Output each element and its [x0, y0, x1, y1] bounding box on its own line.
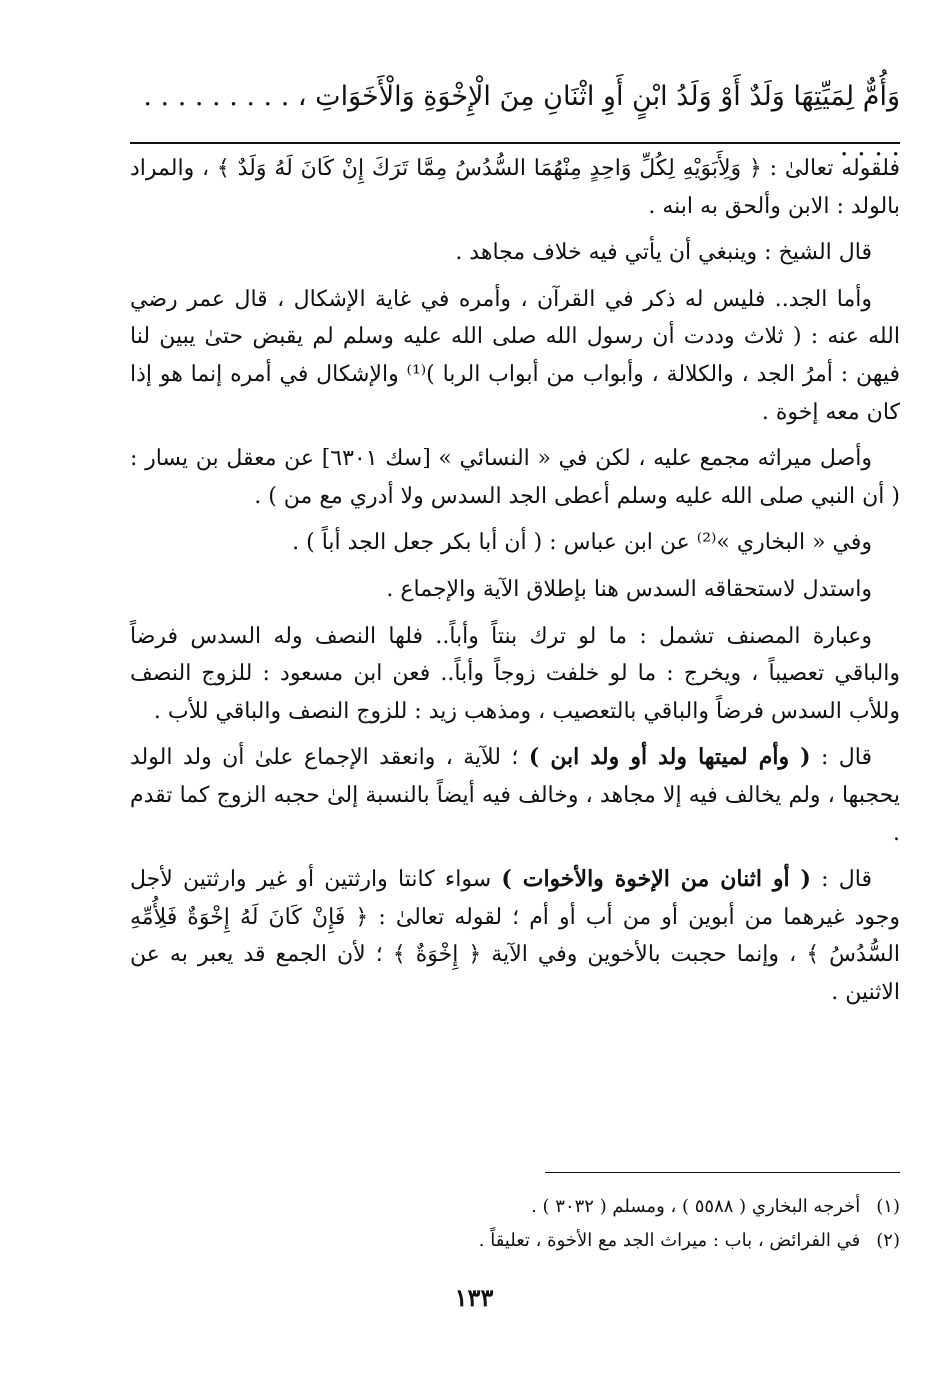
paragraph-9-rest: سواء كانتا وارثتين أو غير وارثتين لأجل وجود غيرهما من أبوين أو من أب أو أم ؛ لقوله تعالىٰ : ﴿ فَإِنْ كَانَ لَهُ إِخْوَةٌ فَلِأُمِّهِ السُّدُسُ ﴾ ، وإنما حجبت بالأخوين وفي الآية ﴿ إِخْوَةٌ ﴾ ؛ لأن الجمع قد يعبر به عن الاثنين . — [130, 867, 900, 1005]
paragraph-8-rest: ؛ للآية ، وانعقد الإجماع علىٰ أن ولد الولد يحجبها ، ولم يخالف فيه إلا مجاهد ، وخالف فيه أيضاً بالنسبة إلىٰ حجبه الزوج كما تقدم . — [130, 745, 900, 846]
footnote-1-number: (١) — [876, 1196, 900, 1217]
paragraph-8-matn-quote: ( وأم لميتها ولد أو ولد ابن ) — [528, 744, 811, 771]
paragraph-9-lead: قال : — [810, 867, 873, 893]
footnotes — [130, 1190, 900, 1258]
paragraph-1: فلقوله تعالىٰ : ﴿ وَلِأَبَوَيْهِ لِكُلِّ وَاحِدٍ مِنْهُمَا السُّدُسُ مِمَّا تَرَكَ إِنْ كَانَ لَهُ وَلَدٌ ﴾ ، والمراد بالولد : الابن وألحق به ابنه . — [130, 156, 900, 219]
page-number: ١٣٣ — [454, 1283, 494, 1312]
paragraph-8-lead: قال : — [810, 745, 873, 771]
commentary-body — [130, 150, 900, 1020]
footnote-2 — [130, 1224, 900, 1258]
footnote-1 — [130, 1190, 900, 1224]
paragraph-5: وفي « البخاري »⁽²⁾ عن ابن عباس : ( أن أبا بكر جعل الجد أباً ) . — [292, 530, 872, 556]
paragraph-6: واستدل لاستحقاقه السدس هنا بإطلاق الآية والإجماع . — [386, 576, 872, 602]
paragraph-8 — [130, 739, 900, 852]
footnote-2-number: (٢) — [876, 1230, 900, 1251]
paragraph-7: وعبارة المصنف تشمل : ما لو ترك بنتاً وأباً.. فلها النصف وله السدس فرضاً والباقي تعصيباً ، ويخرج : ما لو خلفت زوجاً وأباً.. فعن ابن مسعود : للزوج النصف وللأب السدس فرضاً والباقي بالتعصيب ، ومذهب زيد : للزوج النصف والباقي للأب . — [130, 623, 900, 724]
matn-header-line: وَأُمٌّ لِمَيِّتِهَا وَلَدٌ أَوْ وَلَدُ ابْنٍ أَوِ اثْنَانِ مِنَ الْإِخْوَةِ وَالْأَخَوَاتِ ، . . . . . . . . . . . . . — [143, 81, 900, 162]
footnote-1-text: أخرجه البخاري ( ٥٥٨٨ ) ، ومسلم ( ٣٠٣٢ ) . — [531, 1196, 861, 1217]
paragraph-9 — [130, 861, 900, 1011]
paragraph-2: قال الشيخ : وينبغي أن يأتي فيه خلاف مجاهد . — [455, 240, 872, 266]
paragraph-4: وأصل ميراثه مجمع عليه ، لكن في « النسائي » [سك ٦٣٠١] عن معقل بن يسار : ( أن النبي صلى الله عليه وسلم أعطى الجد السدس ولا أدري مع من ) . — [130, 446, 900, 509]
header-divider — [130, 142, 900, 144]
paragraph-9-matn-quote: ( أو اثنان من الإخوة والأخوات ) — [501, 866, 811, 893]
paragraph-3: وأما الجد.. فليس له ذكر في القرآن ، وأمره في غاية الإشكال ، قال عمر رضي الله عنه : ( ثلاث وددت أن رسول الله صلى الله عليه وسلم لم يقبض حتىٰ يبين لنا فيهن : أمرُ الجد ، والكلالة ، وأبواب من أبواب الربا )⁽¹⁾ والإشكال في أمره إنما هو إذا كان معه إخوة . — [130, 286, 900, 425]
footnote-divider — [545, 1172, 900, 1173]
footnote-2-text: في الفرائض ، باب : ميراث الجد مع الأخوة ، تعليقاً . — [478, 1230, 861, 1251]
